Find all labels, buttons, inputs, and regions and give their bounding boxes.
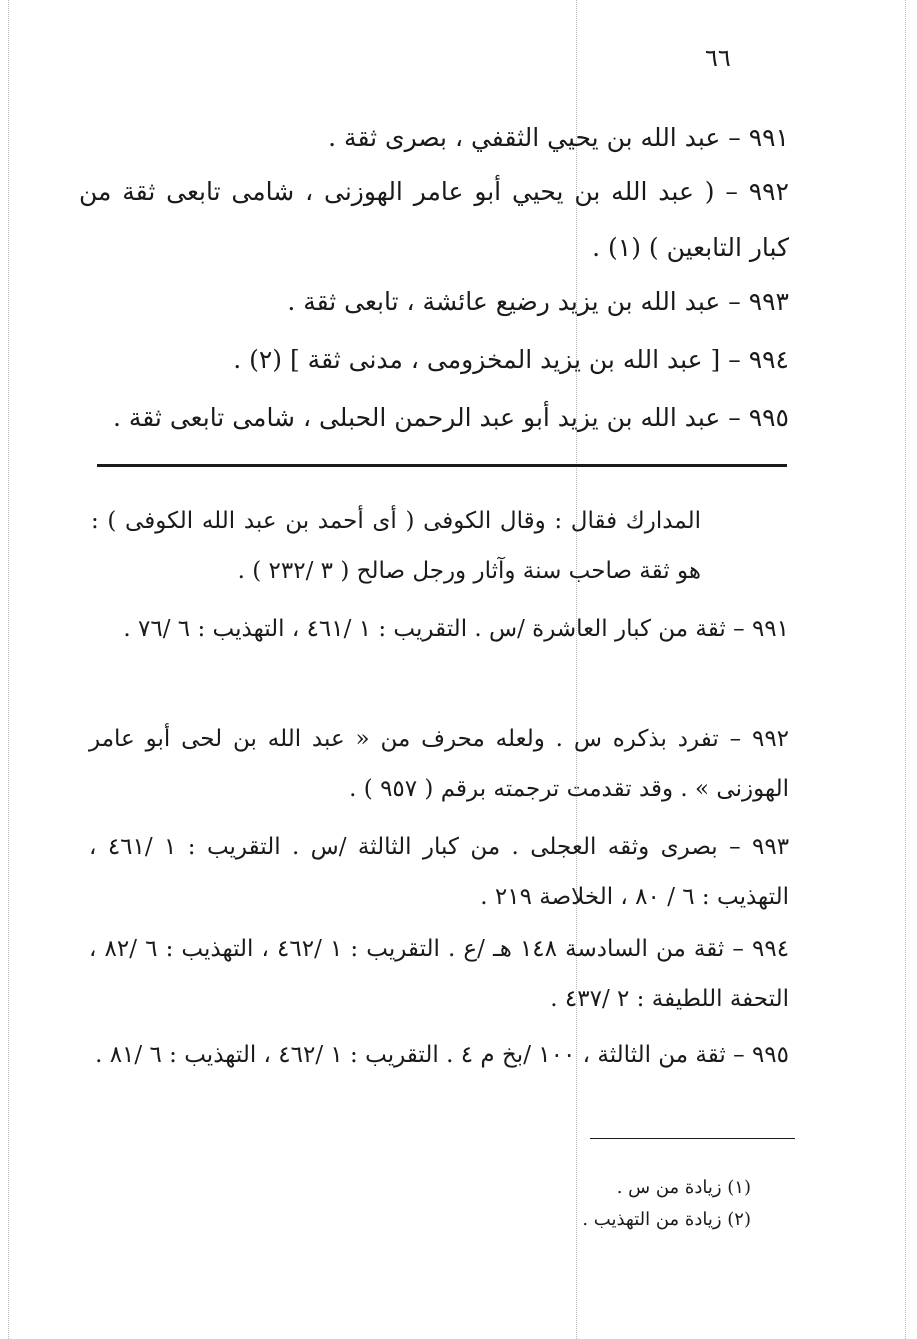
note-dash: –: [733, 1042, 745, 1068]
entry-number: ٩٩٤: [748, 345, 789, 374]
note-text: تفرد بذكره س . ولعله محرف من « عبد الله بن لحى أبو عامر الهوزنى » . وقد تقدمت ترجمته برقم ( ٩٥٧ ) .: [89, 726, 789, 802]
entry-number: ٩٩٣: [748, 287, 789, 316]
entry-dash: –: [728, 123, 741, 152]
note-text: ثقة من الثالثة ، ١٠٠ /بخ م ٤ . التقريب : ١ /٤٦٢ ، التهذيب : ٦ /٨١ .: [95, 1042, 726, 1068]
note-994: [89, 924, 789, 1024]
entry-number: ٩٩٢: [748, 177, 789, 206]
notes-separator: [97, 464, 787, 467]
note-number: ٩٩٢: [751, 726, 790, 752]
entry-text: عبد الله بن يزيد أبو عبد الرحمن الحبلى ، شامى تابعى ثقة .: [112, 403, 721, 432]
entry-dash: –: [728, 287, 741, 316]
footnote-2: (٢) زيادة من التهذيب .: [582, 1209, 751, 1230]
note-number: ٩٩١: [751, 616, 789, 642]
notes-intro: المدارك فقال : وقال الكوفى ( أى أحمد بن عبد الله الكوفى ) : هو ثقة صاحب سنة وآثار ورجل صالح ( ٣ /٢٣٢ ) .: [91, 508, 701, 584]
entry-995: [89, 390, 789, 446]
note-dash: –: [729, 726, 742, 752]
entry-dash: –: [728, 345, 741, 374]
note-number: ٩٩٣: [751, 834, 790, 860]
entry-991: [89, 110, 789, 166]
note-991: [89, 604, 789, 654]
note-995: [89, 1030, 789, 1080]
page-number: ٦٦: [705, 44, 731, 72]
entry-dash: –: [725, 177, 738, 206]
entry-text: ( عبد الله بن يحيي أبو عامر الهوزنى ، شامى تابعى ثقة من كبار التابعين ) (١) .: [79, 177, 789, 262]
note-992: [89, 714, 789, 814]
entry-text: [ عبد الله بن يزيد المخزومى ، مدنى ثقة ] (٢) .: [233, 345, 721, 374]
note-dash: –: [732, 936, 744, 962]
note-number: ٩٩٥: [751, 1042, 789, 1068]
scan-dotted-line: [8, 0, 9, 1339]
note-text: بصرى وثقه العجلى . من كبار الثالثة /س . التقريب : ١ /٤٦١ ، التهذيب : ٦ / ٨٠ ، الخلاصة ٢١٩ .: [89, 834, 789, 910]
footnote-separator: [590, 1138, 795, 1139]
footnote-1: (١) زيادة من س .: [616, 1177, 751, 1198]
note-dash: –: [733, 616, 745, 642]
scan-dotted-line: [905, 0, 906, 1339]
entry-text: عبد الله بن يحيي الثقفي ، بصرى ثقة .: [328, 123, 721, 152]
entry-number: ٩٩١: [748, 123, 789, 152]
note-text: ثقة من كبار العاشرة /س . التقريب : ١ /٤٦١ ، التهذيب : ٦ /٧٦ .: [123, 616, 726, 642]
entry-text: عبد الله بن يزيد رضيع عائشة ، تابعى ثقة .: [287, 287, 721, 316]
note-number: ٩٩٤: [752, 936, 790, 962]
entry-dash: –: [728, 403, 741, 432]
note-text: ثقة من السادسة ١٤٨ هـ /ع . التقريب : ١ /٤٦٢ ، التهذيب : ٦ /٨٢ ، التحفة اللطيفة : ٢ /٤٣٧ .: [89, 936, 789, 1012]
entry-number: ٩٩٥: [748, 403, 789, 432]
entry-994: [89, 332, 789, 388]
entry-992: [79, 164, 789, 276]
note-993: [89, 822, 789, 922]
note-dash: –: [729, 834, 741, 860]
entry-993: [89, 274, 789, 330]
